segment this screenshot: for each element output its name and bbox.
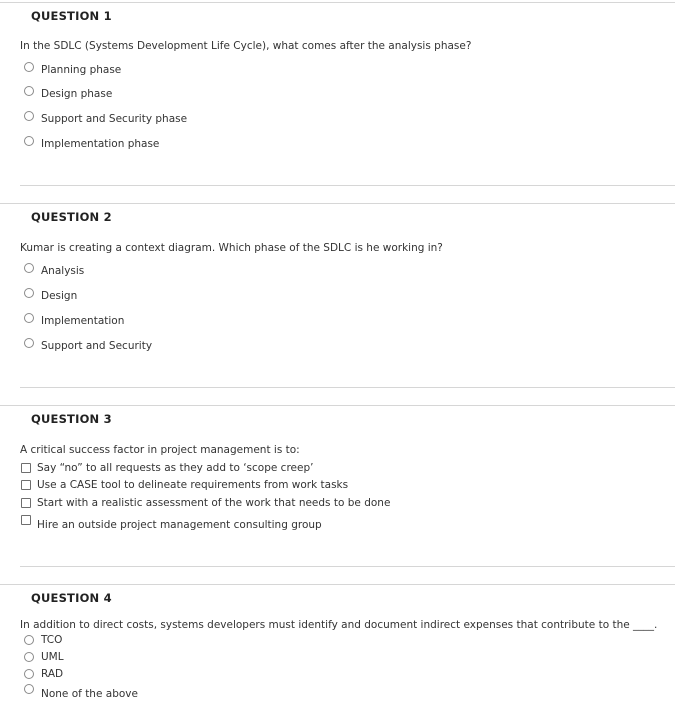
option-label: Implementation phase	[41, 138, 160, 150]
radio-button[interactable]	[24, 62, 34, 72]
option-label: Analysis	[41, 265, 85, 277]
question-title: QUESTION 4	[31, 591, 112, 605]
radio-button[interactable]	[24, 669, 34, 679]
divider	[0, 203, 675, 204]
option-label: Support and Security	[41, 340, 153, 352]
option-label: Implementation	[41, 315, 125, 327]
option-label: UML	[41, 651, 64, 663]
question-title: QUESTION 3	[31, 412, 112, 426]
divider	[0, 405, 675, 406]
option-label: Support and Security phase	[41, 113, 188, 125]
option-label: Design phase	[41, 88, 113, 100]
question-prompt: In addition to direct costs, systems developers must identify and document indirect expenses that contribute to the ____.	[20, 619, 658, 631]
question-prompt: In the SDLC (Systems Development Life Cycle), what comes after the analysis phase?	[20, 40, 472, 52]
radio-button[interactable]	[24, 635, 34, 645]
option-label: Design	[41, 290, 78, 302]
option-label: Planning phase	[41, 64, 122, 76]
radio-button[interactable]	[24, 136, 34, 146]
radio-button[interactable]	[24, 288, 34, 298]
radio-button[interactable]	[24, 652, 34, 662]
radio-button[interactable]	[24, 338, 34, 348]
divider	[20, 566, 675, 567]
radio-button[interactable]	[24, 111, 34, 121]
question-prompt: Kumar is creating a context diagram. Which phase of the SDLC is he working in?	[20, 242, 443, 254]
option-label: Start with a realistic assessment of the work that needs to be done	[37, 497, 391, 509]
question-prompt: A critical success factor in project management is to:	[20, 444, 300, 456]
divider	[20, 185, 675, 186]
option-label: Say “no” to all requests as they add to ‘scope creep’	[37, 462, 314, 474]
radio-button[interactable]	[24, 313, 34, 323]
checkbox[interactable]	[21, 463, 31, 473]
option-label: TCO	[41, 634, 63, 646]
radio-button[interactable]	[24, 86, 34, 96]
checkbox[interactable]	[21, 480, 31, 490]
divider	[0, 2, 675, 3]
question-title: QUESTION 2	[31, 210, 112, 224]
option-label: Hire an outside project management consulting group	[37, 519, 322, 531]
option-label: None of the above	[41, 688, 138, 700]
divider	[20, 387, 675, 388]
radio-button[interactable]	[24, 263, 34, 273]
question-title: QUESTION 1	[31, 9, 112, 23]
option-label: RAD	[41, 668, 64, 680]
option-label: Use a CASE tool to delineate requirements from work tasks	[37, 479, 349, 491]
radio-button[interactable]	[24, 684, 34, 694]
checkbox[interactable]	[21, 498, 31, 508]
checkbox[interactable]	[21, 515, 31, 525]
divider	[0, 584, 675, 585]
